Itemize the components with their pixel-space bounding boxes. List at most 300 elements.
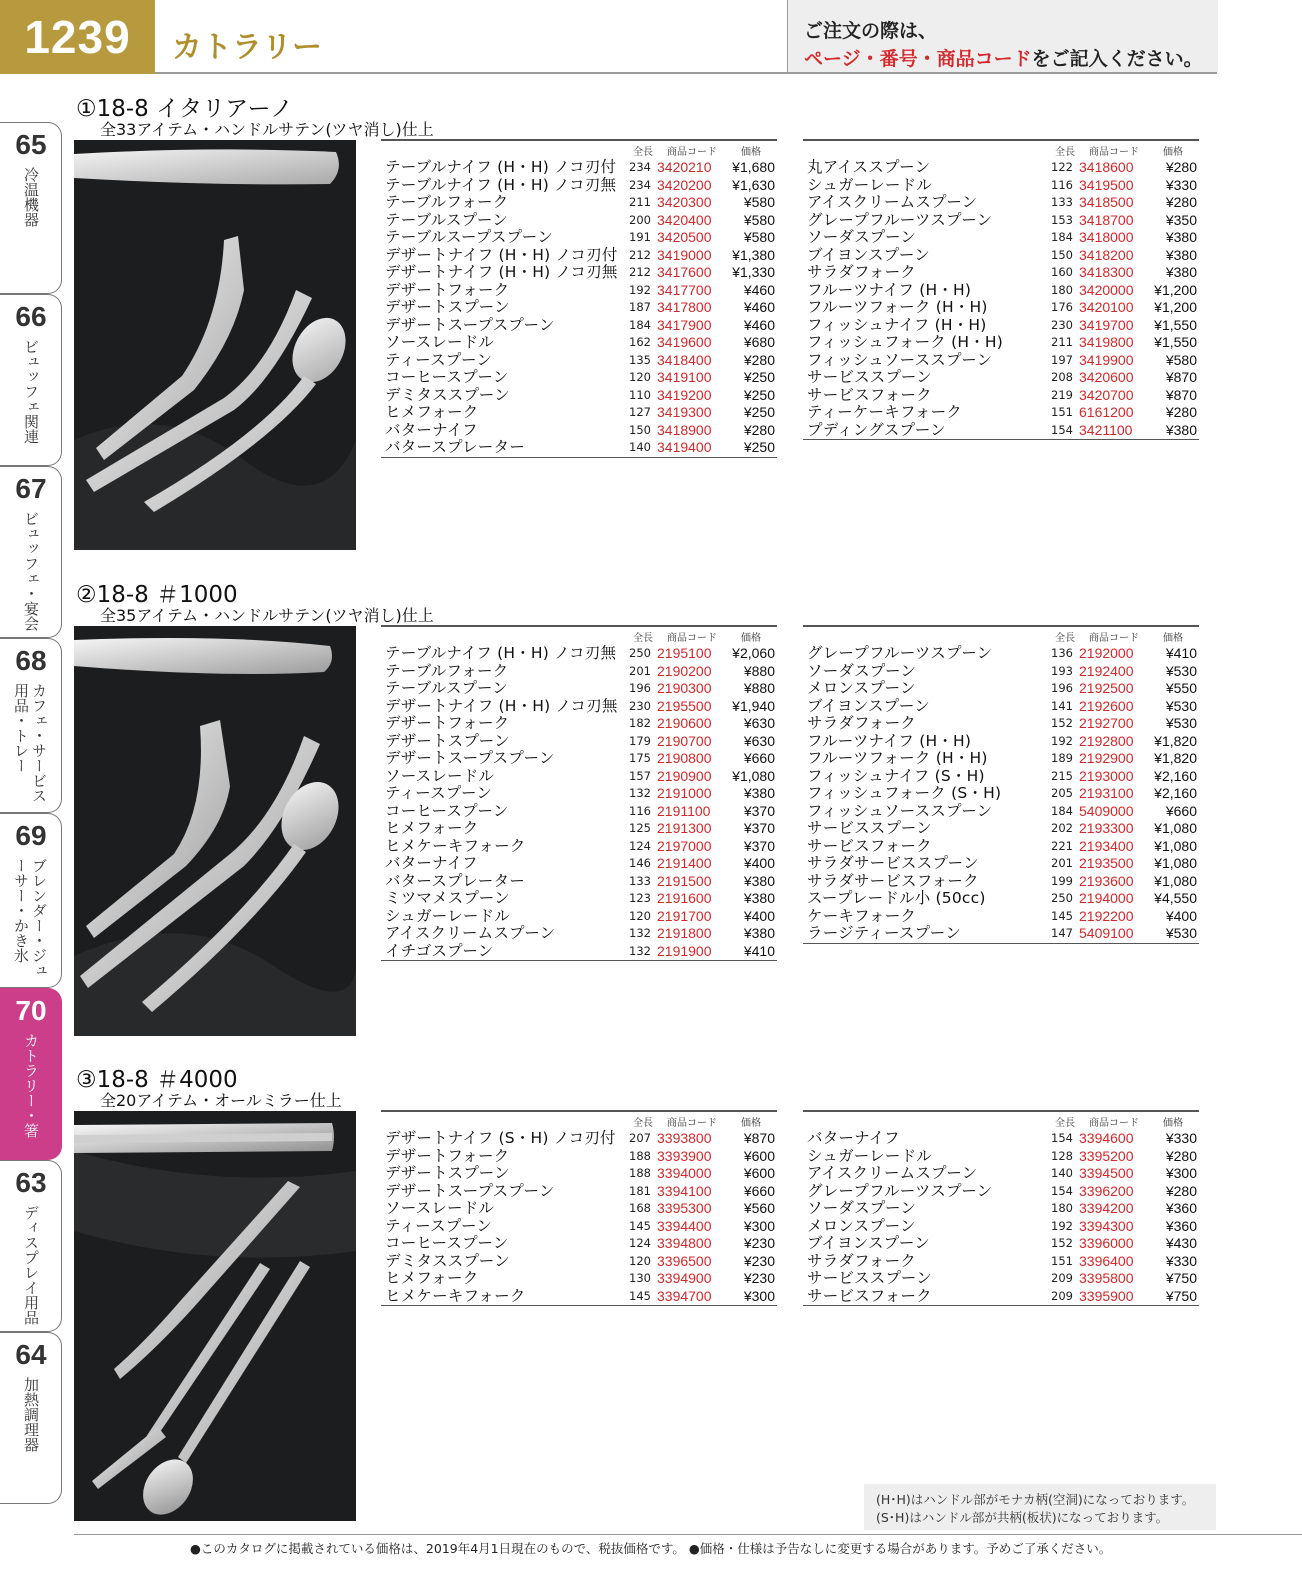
item-length: 205 [1051,786,1073,800]
section-3-subtitle: 全20アイテム・オールミラー仕上 [100,1091,342,1110]
item-name: サービスフォーク [807,836,932,855]
item-price: ¥250 [743,404,775,420]
item-length: 150 [629,422,651,437]
item-length: 128 [1051,1148,1073,1163]
item-length: 201 [1051,856,1073,870]
item-price: ¥1,820 [1154,732,1197,749]
item-code: 2191600 [657,890,712,906]
item-name: サラダフォーク [807,263,916,281]
tab-68[interactable] [0,638,62,813]
item-length: 145 [629,1288,651,1303]
item-length: 116 [1051,177,1073,192]
item-code: 2190700 [657,732,712,749]
item-length: 192 [1051,1218,1073,1233]
item-name: ソースレードル [385,766,495,785]
table-header [381,1112,777,1130]
item-code: 3417900 [657,316,712,333]
item-length: 211 [1051,335,1073,349]
item-code: 3420200 [657,176,712,193]
item-price: ¥410 [1165,645,1197,661]
item-name: ティースプーン [385,784,493,802]
item-length: 154 [1051,422,1073,437]
item-price: ¥880 [743,662,775,679]
item-name: テーブルフォーク [385,661,509,680]
table-row [803,890,1199,908]
tab-label: ビュッフェ・宴会 [22,511,40,631]
item-length: 123 [629,891,651,905]
item-length: 124 [629,838,651,853]
item-name: ヒメケーキフォーク [385,1286,526,1305]
table-row [803,247,1199,265]
item-name: フィッシュソーススプーン [807,350,993,369]
table-row [381,803,777,821]
item-price: ¥1,380 [732,246,775,263]
item-code: 3394000 [657,1165,712,1181]
item-name: ヒメフォーク [385,1269,479,1287]
item-name: グレープフルーツスプーン [807,210,993,229]
item-code: 3418600 [1079,159,1134,175]
table-row [381,925,777,943]
item-price: ¥300 [743,1287,775,1304]
item-code: 3417600 [657,264,712,280]
item-name: シュガーレードル [385,906,510,925]
table-row [381,422,777,440]
item-name: デザートスープスプーン [385,1181,555,1200]
table-row [381,733,777,751]
table-row [803,855,1199,873]
item-name: サラダフォーク [807,714,916,732]
item-name: デザートスプーン [385,298,510,316]
item-length: 184 [1051,230,1073,244]
item-code: 3394900 [657,1270,712,1286]
table-row [381,750,777,768]
item-name: デザートナイフ (S・H) ノコ刃付 [385,1129,616,1147]
item-name: サービススプーン [807,1269,932,1287]
item-code: 3417700 [657,281,712,298]
item-name: シュガーレードル [807,175,932,194]
item-name: サービススプーン [807,819,932,837]
table-row [381,369,777,387]
rows [803,645,1199,943]
item-name: 丸アイススプーン [807,158,931,176]
item-name: デザートスプーン [385,731,510,750]
item-length: 196 [1051,681,1073,695]
item-name: アイスクリームスプーン [807,1164,978,1182]
rows [381,1130,777,1305]
item-code: 2192500 [1079,680,1134,696]
item-length: 207 [629,1131,651,1145]
item-name: ヒメフォーク [385,403,479,421]
table-row [381,873,777,891]
item-code: 3394800 [657,1235,712,1251]
table-row [803,1148,1199,1166]
item-length: 154 [1051,1131,1073,1145]
item-length: 145 [629,1218,651,1233]
item-price: ¥360 [1165,1217,1197,1234]
item-code: 3417800 [657,299,712,315]
item-code: 3419400 [657,439,712,455]
item-name: テーブルスプーン [385,210,508,229]
item-code: 2191700 [657,907,712,924]
order-note-line2 [804,44,1203,71]
item-price: ¥1,630 [732,176,775,193]
item-length: 122 [1051,160,1073,174]
item-price: ¥400 [1165,907,1197,924]
item-price: ¥870 [1165,386,1197,403]
item-code: 3394400 [657,1217,712,1234]
item-price: ¥400 [743,855,775,871]
item-code: 3419800 [1079,334,1134,350]
item-code: 2190900 [657,767,712,784]
item-code: 3396200 [1079,1182,1134,1199]
note-hh: (H･H)はハンドル部がモナカ柄(空洞)になっております。 [876,1492,1195,1507]
tab-69[interactable] [0,813,62,988]
tab-70-active[interactable] [0,988,62,1160]
item-code: 3420210 [657,159,712,175]
tab-number: 63 [15,1167,47,1198]
col-length: 全長 [1055,1118,1075,1129]
table-row [381,890,777,908]
table-row [803,317,1199,335]
item-length: 162 [629,335,651,349]
item-name: ソースレードル [385,333,495,351]
item-name: プディングスプーン [807,420,946,439]
item-price: ¥1,940 [732,697,775,714]
item-length: 120 [629,370,651,384]
table-row [803,334,1199,352]
item-price: ¥750 [1165,1270,1197,1286]
table-row [381,352,777,370]
item-price: ¥460 [743,316,775,333]
tab-number: 67 [15,473,47,504]
table-row [381,1218,777,1236]
item-length: 184 [1051,803,1073,818]
table-row [381,820,777,838]
table-row [381,1253,777,1271]
item-price: ¥580 [1165,351,1197,368]
table-row [381,282,777,300]
item-name: サービススプーン [807,368,932,386]
item-price: ¥380 [743,890,775,906]
item-code: 2190800 [657,750,712,766]
item-code: 3395900 [1079,1287,1134,1304]
item-name: ソーダスプーン [807,1199,917,1217]
item-length: 182 [629,716,651,730]
item-price: ¥1,820 [1154,750,1197,766]
item-price: ¥530 [1165,662,1197,679]
item-price: ¥4,550 [1154,890,1197,906]
item-length: 219 [1051,387,1073,402]
item-length: 132 [629,943,651,958]
item-code: 3419500 [1079,176,1134,193]
table-row [803,229,1199,247]
item-price: ¥2,160 [1154,767,1197,784]
item-price: ¥280 [1165,159,1197,175]
item-length: 201 [629,663,651,678]
item-code: 2195500 [657,697,712,714]
tab-65[interactable] [0,122,62,294]
item-length: 176 [1051,300,1073,314]
footer-rule [74,1534,1302,1535]
table-row [381,1183,777,1201]
order-note-line1: ご注文の際は、 [804,20,938,42]
table-row [803,925,1199,943]
col-price: 価格 [741,633,761,644]
table-row [803,369,1199,387]
table-row [803,768,1199,786]
section-2-table-left [381,625,777,961]
item-name: フィッシュナイフ (H・H) [807,315,987,334]
table-row [381,1200,777,1218]
item-length: 147 [1051,926,1073,940]
table-row [803,645,1199,663]
item-price: ¥360 [1165,1200,1197,1216]
item-length: 151 [1051,405,1073,419]
item-price: ¥530 [1165,697,1197,714]
item-price: ¥330 [1165,1252,1197,1269]
table-row [803,1235,1199,1253]
table-row [381,212,777,230]
item-name: バターナイフ [385,854,478,872]
item-name: デザートナイフ (H・H) ノコ刃無 [385,696,618,715]
col-price: 価格 [1163,1118,1183,1129]
table-row [381,768,777,786]
item-length: 199 [1051,873,1073,888]
item-name: ヒメケーキフォーク [385,836,526,855]
item-length: 160 [1051,265,1073,279]
col-code: 商品コード [667,147,717,158]
item-code: 6161200 [1079,404,1134,420]
item-length: 196 [629,681,651,695]
tab-label: ディスプレイ用品 [22,1205,40,1325]
item-length: 146 [629,856,651,870]
tab-label: カフェ・サービス用品・トレー [12,683,48,803]
section-1-table-right [803,139,1199,440]
item-code: 5409000 [1079,802,1134,819]
item-name: フルーツナイフ (H・H) [807,280,972,299]
item-name: ティースプーン [385,1216,493,1235]
tab-63[interactable] [0,1160,62,1332]
item-name: コーヒースプーン [385,368,509,386]
item-length: 157 [629,768,651,783]
item-length: 110 [629,387,651,402]
item-length: 120 [629,908,651,923]
col-length: 全長 [1055,147,1075,158]
tab-number: 65 [15,129,47,160]
tab-66[interactable] [0,294,62,466]
category-title: カトラリー [172,30,322,65]
table-row [381,159,777,177]
item-price: ¥370 [743,837,775,854]
order-note-rest: をご記入ください。 [1031,48,1203,70]
col-code: 商品コード [667,633,717,644]
item-length: 184 [629,317,651,332]
item-name: デザートナイフ (H・H) ノコ刃付 [385,245,618,264]
item-code: 3395300 [657,1200,712,1216]
item-name: ブイヨンスプーン [807,1234,930,1252]
item-code: 3420000 [1079,281,1134,298]
item-name: メロンスプーン [807,679,916,697]
item-length: 136 [1051,646,1073,660]
item-length: 181 [629,1183,651,1198]
item-name: デザートスープスプーン [385,749,555,767]
item-code: 3420700 [1079,386,1134,403]
item-length: 212 [629,265,651,279]
item-name: テーブルスプーン [385,679,508,697]
table-header [381,627,777,645]
table-row [381,404,777,422]
table-row [803,715,1199,733]
item-name: テーブルナイフ (H・H) ノコ刃付 [385,158,617,176]
item-price: ¥870 [1165,369,1197,385]
item-code: 3394500 [1079,1165,1134,1181]
item-price: ¥1,080 [1154,837,1197,854]
table-row [803,663,1199,681]
item-name: デザートフォーク [385,280,510,299]
item-price: ¥460 [743,299,775,315]
item-length: 192 [1051,733,1073,748]
table-row [803,299,1199,317]
tab-67[interactable] [0,466,62,638]
table-row [381,855,777,873]
table-row [381,334,777,352]
table-row [381,247,777,265]
item-code: 3421100 [1079,421,1133,438]
item-code: 2192200 [1079,907,1134,924]
item-name: フルーツフォーク (H・H) [807,298,988,316]
item-code: 2192000 [1079,645,1134,661]
item-name: サービスフォーク [807,1286,932,1305]
section-2-title: ②18-8 ＃1000 [76,582,238,608]
item-code: 3418200 [1079,246,1134,263]
item-price: ¥1,550 [1154,316,1197,333]
order-note [787,0,1218,72]
item-length: 116 [629,803,651,818]
item-price: ¥350 [1165,211,1197,228]
tab-label: ブレンダー・ジューサー・かき氷 [12,858,48,978]
item-name: コーヒースプーン [385,1234,509,1252]
item-name: フィッシュソーススプーン [807,801,993,820]
item-length: 192 [629,282,651,297]
item-length: 179 [629,733,651,748]
tab-64[interactable] [0,1332,62,1504]
item-code: 3395200 [1079,1147,1134,1164]
table-row [803,1130,1199,1148]
col-length: 全長 [1055,633,1075,644]
item-name: メロンスプーン [807,1216,916,1235]
item-name: バターナイフ [385,420,478,439]
item-code: 3394100 [657,1182,712,1199]
item-price: ¥580 [743,211,775,228]
item-price: ¥380 [1165,421,1197,438]
item-code: 3395800 [1079,1270,1134,1286]
item-code: 3420500 [657,229,712,245]
tab-label: ビュッフェ関連 [22,339,40,444]
section-1-subtitle: 全33アイテム・ハンドルサテン(ツヤ消し)仕上 [100,120,434,139]
item-code: 2193400 [1079,837,1134,854]
item-code: 2193500 [1079,855,1134,871]
table-row [803,212,1199,230]
item-code: 2190200 [657,662,712,679]
item-name: スープレードル小 (50cc) [807,889,986,907]
item-length: 230 [629,698,651,713]
item-code: 3393800 [657,1130,712,1146]
item-code: 3418300 [1079,264,1134,280]
item-code: 2194000 [1079,890,1134,906]
table-row [803,698,1199,716]
table-row [803,1288,1199,1306]
section-1-photo [74,140,356,550]
table-row [803,177,1199,195]
item-code: 3419700 [1079,316,1134,333]
item-price: ¥2,160 [1154,785,1197,801]
item-price: ¥460 [743,281,775,298]
item-length: 188 [629,1166,651,1180]
item-code: 2192600 [1079,697,1134,714]
table-row [803,422,1199,440]
item-name: デザートフォーク [385,714,510,732]
item-length: 145 [1051,908,1073,923]
item-length: 234 [629,160,651,174]
table-row [381,439,777,457]
item-length: 188 [629,1148,651,1163]
table-row [381,1165,777,1183]
item-length: 250 [1051,891,1073,905]
page-number: 1239 [0,0,155,74]
item-name: ミツマメスプーン [385,889,510,907]
item-name: バターナイフ [807,1129,900,1147]
note-sh: (S･H)はハンドル部が共柄(板状)になっております。 [876,1510,1169,1525]
table-row [803,264,1199,282]
item-price: ¥300 [1165,1165,1197,1181]
table-row [803,838,1199,856]
item-name: ソースレードル [385,1199,495,1217]
table-row [381,680,777,698]
item-name: デミタススプーン [385,385,510,404]
section-3-photo [74,1111,356,1521]
table-row [803,750,1199,768]
item-code: 2192700 [1079,715,1134,731]
table-row [381,663,777,681]
item-price: ¥630 [743,715,775,731]
item-length: 150 [1051,247,1073,262]
item-price: ¥230 [743,1252,775,1269]
item-length: 127 [629,405,651,419]
col-price: 価格 [741,147,761,158]
table-row [803,352,1199,370]
item-price: ¥560 [743,1200,775,1216]
item-price: ¥1,080 [1154,820,1197,836]
item-code: 2193100 [1079,785,1134,801]
item-length: 193 [1051,663,1073,678]
item-code: 3419600 [657,334,712,350]
item-length: 180 [1051,1201,1073,1215]
item-code: 3419100 [657,369,712,385]
table-row [381,1288,777,1306]
item-code: 3418000 [1079,229,1134,245]
item-price: ¥430 [1165,1235,1197,1251]
table-row [381,715,777,733]
item-code: 2190600 [657,715,712,731]
item-name: テーブルスープスプーン [385,228,553,246]
item-name: ヒメフォーク [385,819,479,837]
item-code: 2191300 [657,820,712,836]
item-name: フィッシュフォーク (S・H) [807,784,1002,802]
item-length: 125 [629,821,651,835]
header-rule [155,72,1217,74]
item-code: 2193600 [1079,872,1134,889]
table-row [803,387,1199,405]
